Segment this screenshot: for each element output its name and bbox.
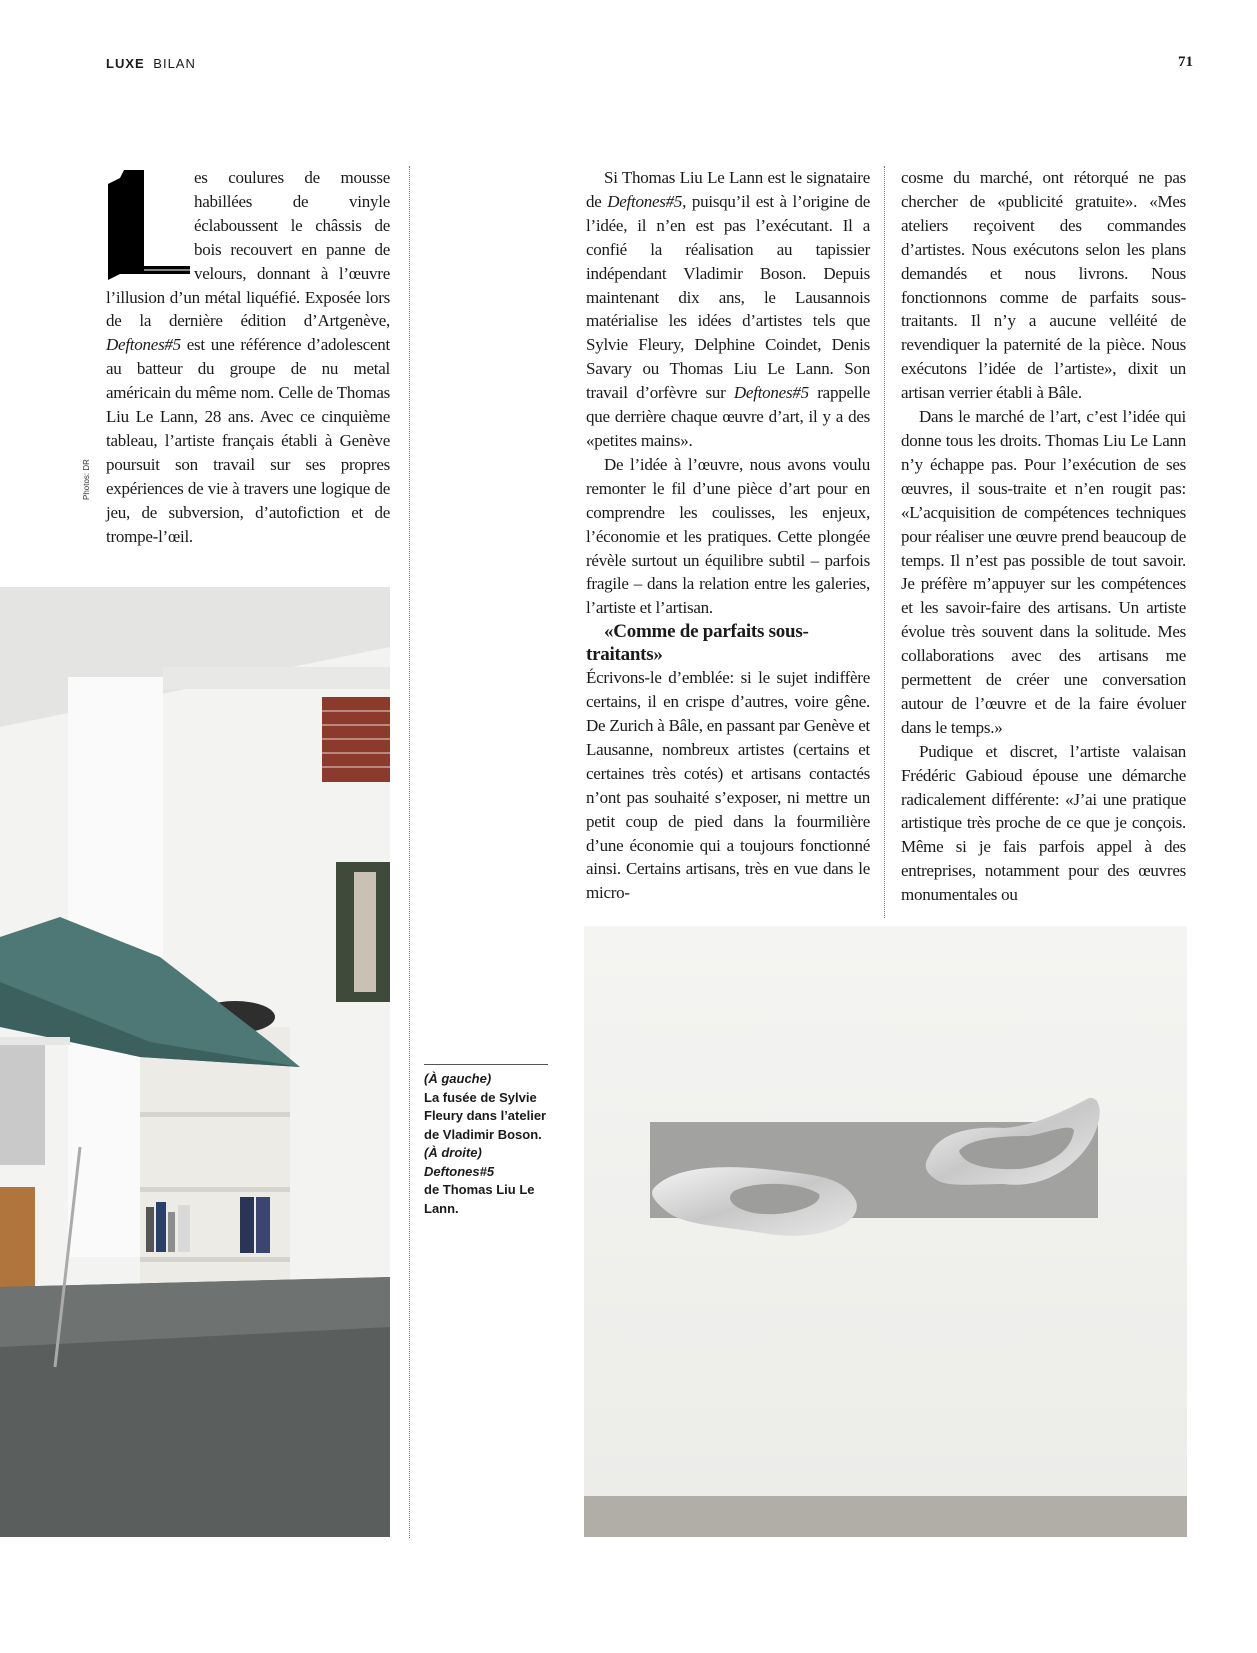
drop-cap-l-icon <box>104 170 190 282</box>
photo-atelier <box>0 587 390 1537</box>
paragraph: Écrivons-le d’emblée: si le sujet indiffère certains, il en crispe d’autres, voire gêne. De Zurich à Bâle, en passant par Genève et Lausanne, nombreux artistes (certains et certaines très cotés) et artisans contactés n’ont pas souhaité s’exposer, ni mettre un petit coup de pied dans la fourmilière d’une économie qui a toujours fonctionné ainsi. Certains artisans, très en vue dans le micro- <box>586 668 870 903</box>
column-divider <box>409 166 410 1538</box>
photo-credit: Photos: DR <box>82 459 91 500</box>
paragraph: Si Thomas Liu Le Lann est le signataire de Deftones#5, puisqu’il est à l’origine de l’idée, il n’en est pas l’exécutant. Il a confié la réalisation au tapissier indépendant Vladimir Boson. Depuis maintenant dix ans, le Lausannois matérialise les idées d’artistes tels que Sylvie Fleury, Delphine Coindet, Denis Savary ou Thomas Liu Le Lann. Son travail d’orfèvre sur Deftones#5 rappelle que derrière chaque œuvre d’art, il y a des «petites mains». <box>586 168 871 450</box>
paragraph: De l’idée à l’œuvre, nous avons voulu remonter le fil d’une pièce d’art pour en comprendre les coulisses, les enjeux, l’économie et les pratiques. Cette plongée révèle surtout un équilibre subtil – parfois fragile – dans la relation entre les galeries, l’artiste et l’artisan. <box>586 454 870 618</box>
paragraph: Pudique et discret, l’artiste valaisan Frédéric Gabioud épouse une démarche radicalement différente: «J’ai une pratique artistique très proche de ce que je conçois. Même si je fais parfois appel à des entreprises, notamment pour des œuvres monumentales ou <box>901 741 1186 905</box>
running-header <box>106 56 196 71</box>
article-column-1 <box>106 166 390 549</box>
caption-text: La fusée de Sylvie Fleury dans l’atelier de Vladimir Boson. <box>424 1089 547 1142</box>
caption-title: Deftones#5 <box>424 1163 495 1179</box>
photo-caption <box>424 1064 549 1218</box>
article-column-2 <box>586 166 870 905</box>
photo-artwork <box>584 926 1187 1537</box>
paragraph: Dans le marché de l’art, c’est l’idée qui donne tous les droits. Thomas Liu Le Lann n’y échappe pas. Pour l’exécution de ses œuvres, il sous-traite et n’en rougit pas: «L’acquisition de compétences techniques pour réaliser une œuvre prend beaucoup de temps. Il n’est pas possible de tout savoir. Je préfère m’appuyer sur les compétences et les savoir-faire des artisans. Un artiste évolue très souvent dans la solitude. Mes collaborations avec des artisans me permettent de créer une conversation autour de l’œuvre et de la faire évoluer dans le temps.» <box>901 407 1186 737</box>
page-number: 71 <box>1178 54 1193 70</box>
caption-text: de Thomas Liu Le Lann. <box>424 1182 535 1216</box>
article-column-3 <box>901 166 1186 907</box>
caption-label: (À gauche) <box>424 1071 492 1086</box>
paragraph: es coulures de mousse habillées de vinyle éclaboussent le châssis de bois recouvert en panne de velours, donnant à l’œuvre l’illusion d’un métal liquéfié. Exposée lors de la dernière édition d’Artgenève, Deftones#5 est une référence d’adolescent au batteur du groupe de nu metal américain du même nom. Celle de Thomas Liu Le Lann, 28 ans. Avec ce cinquième tableau, l’artiste français établi à Genève poursuit son travail sur ses propres expériences de vie à travers une logique de jeu, de subversion, d’autofiction et de trompe-l’œil. <box>106 168 390 546</box>
column-divider <box>884 166 885 918</box>
subheading: «Comme de parfaits sous-traitants» <box>586 621 809 666</box>
paragraph: cosme du marché, ont rétorqué ne pas chercher de «publicité gratuite». «Mes ateliers reçoivent des commandes d’artistes. Nous exécutons selon les plans demandés et nous livrons. Nous fonctionnons comme de parfaits sous-traitants. Il n’y a aucune velléité de revendiquer la paternité de la pièce. Nous exécutons l’idée de l’artiste», dixit un artisan verrier établi à Bâle. <box>901 168 1186 403</box>
caption-label: (À droite) <box>424 1145 482 1160</box>
header-brand: LUXE <box>106 56 145 71</box>
header-section: BILAN <box>153 56 196 71</box>
